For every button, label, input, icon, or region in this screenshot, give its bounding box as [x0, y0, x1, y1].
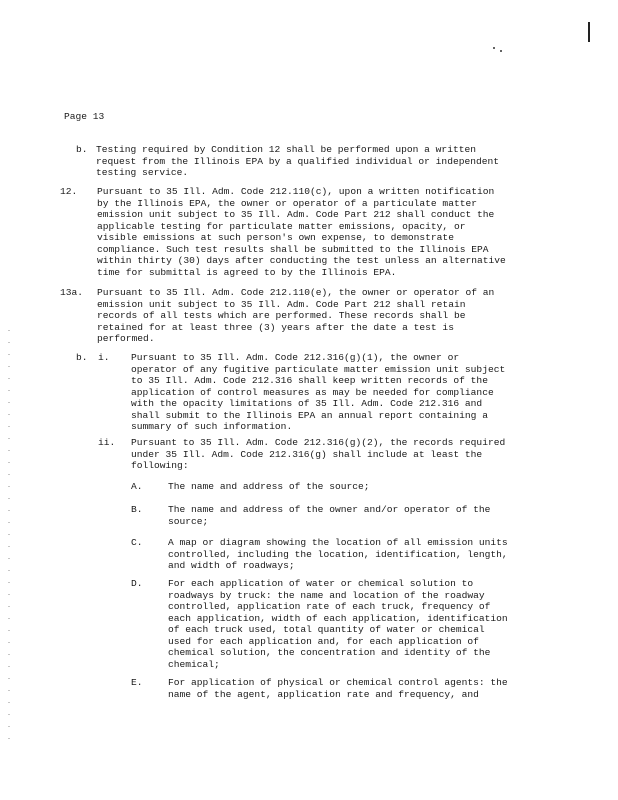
scan-speck — [493, 47, 495, 49]
paragraph-text: Pursuant to 35 Ill. Adm. Code 212.316(g)(2), the records required under 35 Ill. Adm. Code 212.316(g) shall include at least the following: — [131, 437, 506, 471]
list-item-label: A. — [131, 481, 143, 492]
list-item-text: For each application of water or chemical solution to roadways by truck: the name and location of the roadway controlled, application rate of each truck, frequency of each application, width of each application, identification of each truck used, total quantity of water or chemical used for each application and, for each application of chemical solution, the concentration and identity of the chemical; — [168, 578, 508, 670]
scan-edge-mark — [588, 22, 590, 42]
list-item-label: D. — [131, 578, 143, 589]
list-item-text: For application of physical or chemical control agents: the name of the agent, application rate and frequency, and — [168, 677, 508, 700]
subparagraph-label: i. — [98, 352, 110, 363]
scan-margin-marks — [8, 330, 10, 750]
list-item-text: A map or diagram showing the location of all emission units controlled, including the location, identification, length, and width of roadways; — [168, 537, 508, 571]
subparagraph-label: ii. — [98, 437, 116, 448]
paragraph-label: 12. — [60, 186, 78, 197]
list-item-label: B. — [131, 504, 143, 515]
page-label: Page 13 — [64, 111, 105, 122]
paragraph-label: b. — [76, 144, 88, 155]
paragraph-text: Pursuant to 35 Ill. Adm. Code 212.110(e), the owner or operator of an emission unit subject to 35 Ill. Adm. Code Part 212 shall retain records of all tests which are performed. These records shall be retained for at least three (3) years after the date a test is performed. — [97, 287, 495, 344]
paragraph-text: Pursuant to 35 Ill. Adm. Code 212.110(c), upon a written notification by the Illinois EPA, the owner or operator of a particulate matter emission unit subject to 35 Ill. Adm. Code Part 212 shall conduct the applicable testing for particulate matter emissions, opacity, or visible emissions at such person's own expense, to demonstrate compliance. Such test results shall be submitted to the Illinois EPA within thirty (30) days after conducting the test unless an alternative time for submittal is agreed to by the Illinois EPA. — [97, 186, 506, 278]
list-item-text: The name and address of the source; — [168, 481, 370, 492]
list-item-label: C. — [131, 537, 143, 548]
paragraph-text: Pursuant to 35 Ill. Adm. Code 212.316(g)(1), the owner or operator of any fugitive particulate matter emission unit subject to 35 Ill. Adm. Code 212.316 shall keep written records of the application of control measures as may be needed for compliance with the opacity limitations of 35 Ill. Adm. Code 212.316 and shall submit to the Illinois EPA an annual report containing a summary of such information. — [131, 352, 506, 432]
paragraph-text: Testing required by Condition 12 shall be performed upon a written request from the Illinois EPA by a qualified individual or independent testing service. — [96, 144, 500, 178]
list-item-text: The name and address of the owner and/or operator of the source; — [168, 504, 491, 527]
paragraph-label: b. — [76, 352, 88, 363]
paragraph-label: 13a. — [60, 287, 84, 298]
list-item-label: E. — [131, 677, 143, 688]
scan-speck — [500, 50, 502, 52]
